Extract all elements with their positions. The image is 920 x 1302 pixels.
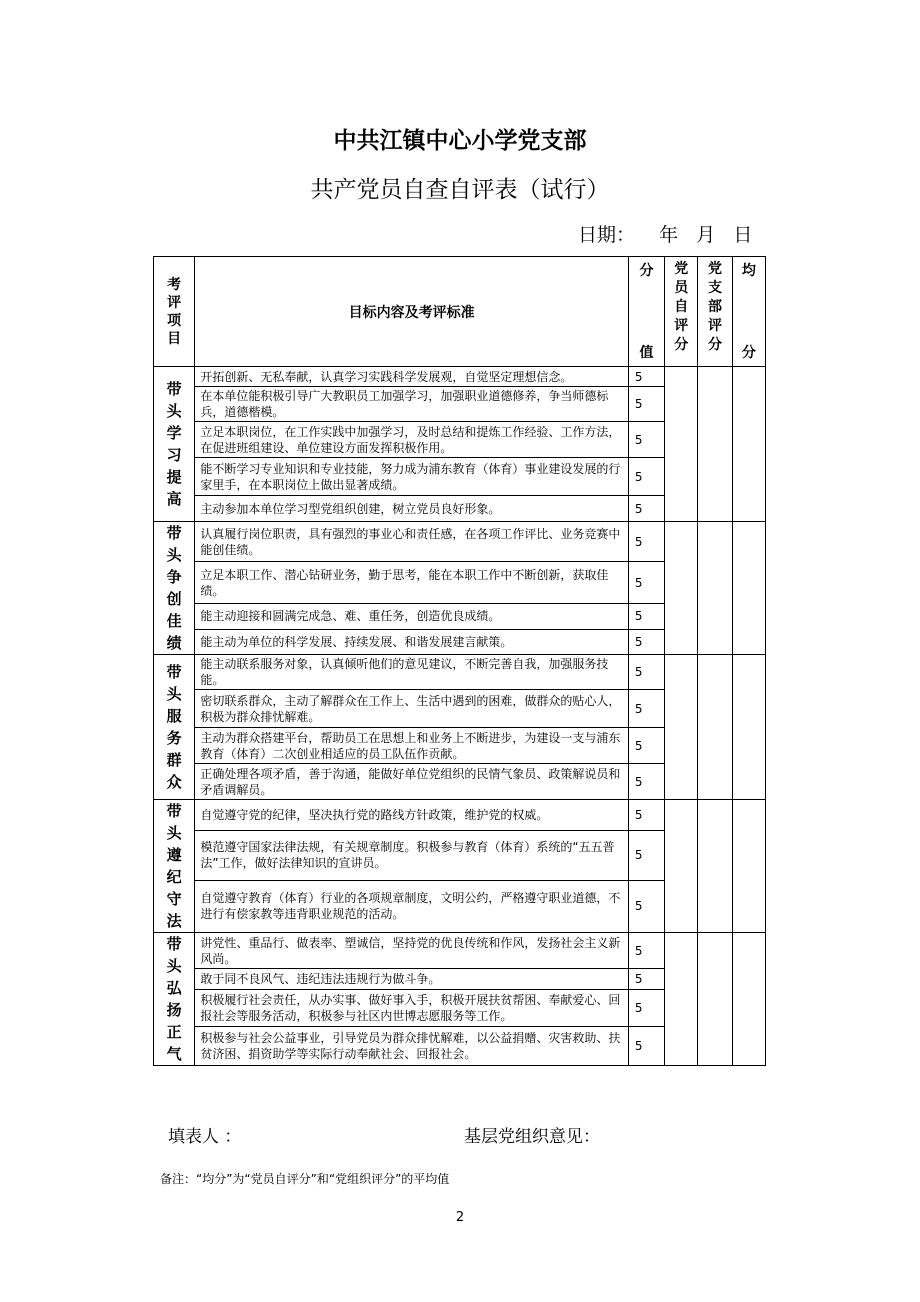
criterion-text: 开拓创新、无私奉献，认真学习实践科学发展观，自觉坚定理想信念。 [195,367,629,387]
criterion-text: 主动为群众搭建平台，帮助员工在思想上和业务上不断进步，为建设一支与浦东教育（体育）二次创业相适应的员工队伍作贡献。 [195,728,629,764]
criterion-text: 积极履行社会责任，从办实事、做好事入手，积极开展扶贫帮困、奉献爱心、回报社会等服务活动，积极参与社区内世博志愿服务等工作。 [195,990,629,1026]
vertical-char: 党 [674,261,689,277]
category-char: 带 [166,380,182,398]
header-score [628,257,664,367]
score-value: 5 [628,655,664,690]
evaluation-table [153,256,766,1066]
category-char: 服 [166,707,182,725]
category-cell [154,367,195,522]
criterion-text: 密切联系群众，主动了解群众在工作上、生活中遇到的困难，做群众的贴心人，积极为群众排忧解难。 [195,690,629,728]
score-value: 5 [628,1026,664,1066]
vertical-char: 分 [674,337,689,353]
category-char: 法 [166,912,182,930]
category-char: 带 [166,524,182,542]
score-value: 5 [628,933,664,969]
category-char: 气 [166,1045,182,1063]
self-score-cell[interactable] [665,522,698,655]
category-char: 带 [166,802,182,820]
category-char: 提 [166,468,182,486]
vertical-char: 考 [167,276,182,293]
category-char: 头 [166,402,182,420]
criterion-text: 能主动联系服务对象，认真倾听他们的意见建议，不断完善自我，加强服务技能。 [195,655,629,690]
score-value: 5 [628,990,664,1026]
category-char: 绩 [166,634,182,652]
vertical-char: 党 [708,261,723,277]
category-char: 守 [166,890,182,908]
criterion-text: 认真履行岗位职责，具有强烈的事业心和责任感，在各项工作评比、业务竞赛中能创佳绩。 [195,522,629,562]
average-cell[interactable] [732,367,765,522]
self-score-cell[interactable] [665,655,698,800]
criterion-text: 主动参加本单位学习型党组织创建，树立党员良好形象。 [195,496,629,522]
average-cell[interactable] [732,522,765,655]
score-value: 5 [628,728,664,764]
table-header-row [154,257,766,367]
score-value: 5 [628,496,664,522]
table-row [154,933,766,969]
criterion-text: 自觉遵守党的纪律，坚决执行党的路线方针政策，维护党的权威。 [195,800,629,831]
score-value: 5 [628,562,664,604]
score-value: 5 [628,387,664,422]
score-value: 5 [628,690,664,728]
header-avg-bottom: 分 [741,345,756,361]
branch-score-cell[interactable] [698,655,732,800]
table-row [154,367,766,387]
average-cell[interactable] [732,655,765,800]
self-score-cell[interactable] [665,933,698,1066]
category-char: 头 [166,546,182,564]
self-score-cell[interactable] [665,800,698,933]
header-content: 目标内容及考评标准 [195,257,629,367]
category-cell [154,655,195,800]
category-char: 学 [166,424,182,442]
score-value: 5 [628,969,664,990]
header-self-score [665,257,698,367]
date-line: 日期： 年 月 日 [578,224,753,246]
branch-score-cell[interactable] [698,800,732,933]
branch-score-cell[interactable] [698,367,732,522]
category-char: 众 [166,773,182,791]
score-value: 5 [628,629,664,654]
table-row [154,800,766,831]
criterion-text: 讲党性、重品行、做表率、塑诚信，坚持党的优良传统和作风，发扬社会主义新风尚。 [195,933,629,969]
criterion-text: 能主动迎接和圆满完成急、难、重任务，创造优良成绩。 [195,604,629,629]
category-char: 高 [166,490,182,508]
category-char: 头 [166,957,182,975]
score-value: 5 [628,800,664,831]
category-cell [154,800,195,933]
vertical-char: 自 [674,299,689,315]
score-value: 5 [628,830,664,880]
average-cell[interactable] [732,933,765,1066]
filler-label: 填表人 ： [168,1127,242,1147]
category-char: 弘 [166,979,182,997]
score-value: 5 [628,422,664,458]
header-item [154,257,195,367]
average-cell[interactable] [732,800,765,933]
header-branch-score [698,257,732,367]
category-char: 争 [166,568,182,586]
criterion-text: 模范遵守国家法律法规，有关规章制度。积极参与教育（体育）系统的“五五普法”工作，做好法律知识的宣讲员。 [195,830,629,880]
category-char: 扬 [166,1001,182,1019]
score-value: 5 [628,458,664,496]
category-cell [154,933,195,1066]
party-opinion-label: 基层党组织意见： [464,1127,600,1147]
vertical-char: 分 [708,337,723,353]
vertical-char: 部 [708,299,723,315]
vertical-char: 评 [674,318,689,334]
category-char: 头 [166,685,182,703]
category-char: 纪 [166,868,182,886]
score-value: 5 [628,367,664,387]
category-cell [154,522,195,655]
vertical-char: 评 [167,294,182,311]
category-char: 带 [166,663,182,681]
self-score-cell[interactable] [665,367,698,522]
vertical-char: 评 [708,318,723,334]
header-avg-top: 均 [741,263,756,279]
vertical-char: 项 [167,312,182,329]
header-score-top: 分 [639,263,654,279]
form-title: 共产党员自查自评表（试行） [310,177,610,203]
score-value: 5 [628,764,664,800]
category-char: 正 [166,1023,182,1041]
table-row [154,522,766,562]
category-char: 遵 [166,846,182,864]
criterion-text: 在本单位能积极引导广大教职员工加强学习，加强职业道德修养，争当师德标兵，道德楷模。 [195,387,629,422]
vertical-char: 支 [708,280,723,296]
vertical-char: 目 [167,330,182,347]
document-title: 中共江镇中心小学党支部 [333,128,587,154]
vertical-char: 员 [674,280,689,296]
criterion-text: 立足本职岗位，在工作实践中加强学习，及时总结和提炼工作经验、工作方法，在促进班组建设、单位建设方面发挥积极作用。 [195,422,629,458]
category-char: 佳 [166,612,182,630]
criterion-text: 立足本职工作、潜心钻研业务，勤于思考，能在本职工作中不断创新，获取佳绩。 [195,562,629,604]
criterion-text: 正确处理各项矛盾，善于沟通，能做好单位党组织的民情气象员、政策解说员和矛盾调解员。 [195,764,629,800]
page-number: 2 [455,1210,465,1225]
branch-score-cell[interactable] [698,522,732,655]
category-char: 习 [166,446,182,464]
criterion-text: 能不断学习专业知识和专业技能，努力成为浦东教育（体育）事业建设发展的行家里手，在本职岗位上做出显著成绩。 [195,458,629,496]
category-char: 带 [166,935,182,953]
category-char: 务 [166,729,182,747]
criterion-text: 敢于同不良风气、违纪违法违规行为做斗争。 [195,969,629,990]
criterion-text: 积极参与社会公益事业，引导党员为群众排忧解难，以公益捐赠、灾害救助、扶贫济困、捐资助学等实际行动奉献社会、回报社会。 [195,1026,629,1066]
category-char: 创 [166,590,182,608]
score-value: 5 [628,880,664,932]
footnote: 备注：“均分”为“党员自评分”和“党组织评分”的平均值 [160,1172,450,1186]
criterion-text: 能主动为单位的科学发展、持续发展、和谐发展建言献策。 [195,629,629,654]
table-row [154,655,766,690]
header-average [732,257,765,367]
header-score-bottom: 值 [639,345,654,361]
category-char: 头 [166,824,182,842]
score-value: 5 [628,522,664,562]
score-value: 5 [628,604,664,629]
branch-score-cell[interactable] [698,933,732,1066]
criterion-text: 自觉遵守教育（体育）行业的各项规章制度，文明公约，严格遵守职业道德，不进行有偿家教等违背职业规范的活动。 [195,880,629,932]
category-char: 群 [166,751,182,769]
